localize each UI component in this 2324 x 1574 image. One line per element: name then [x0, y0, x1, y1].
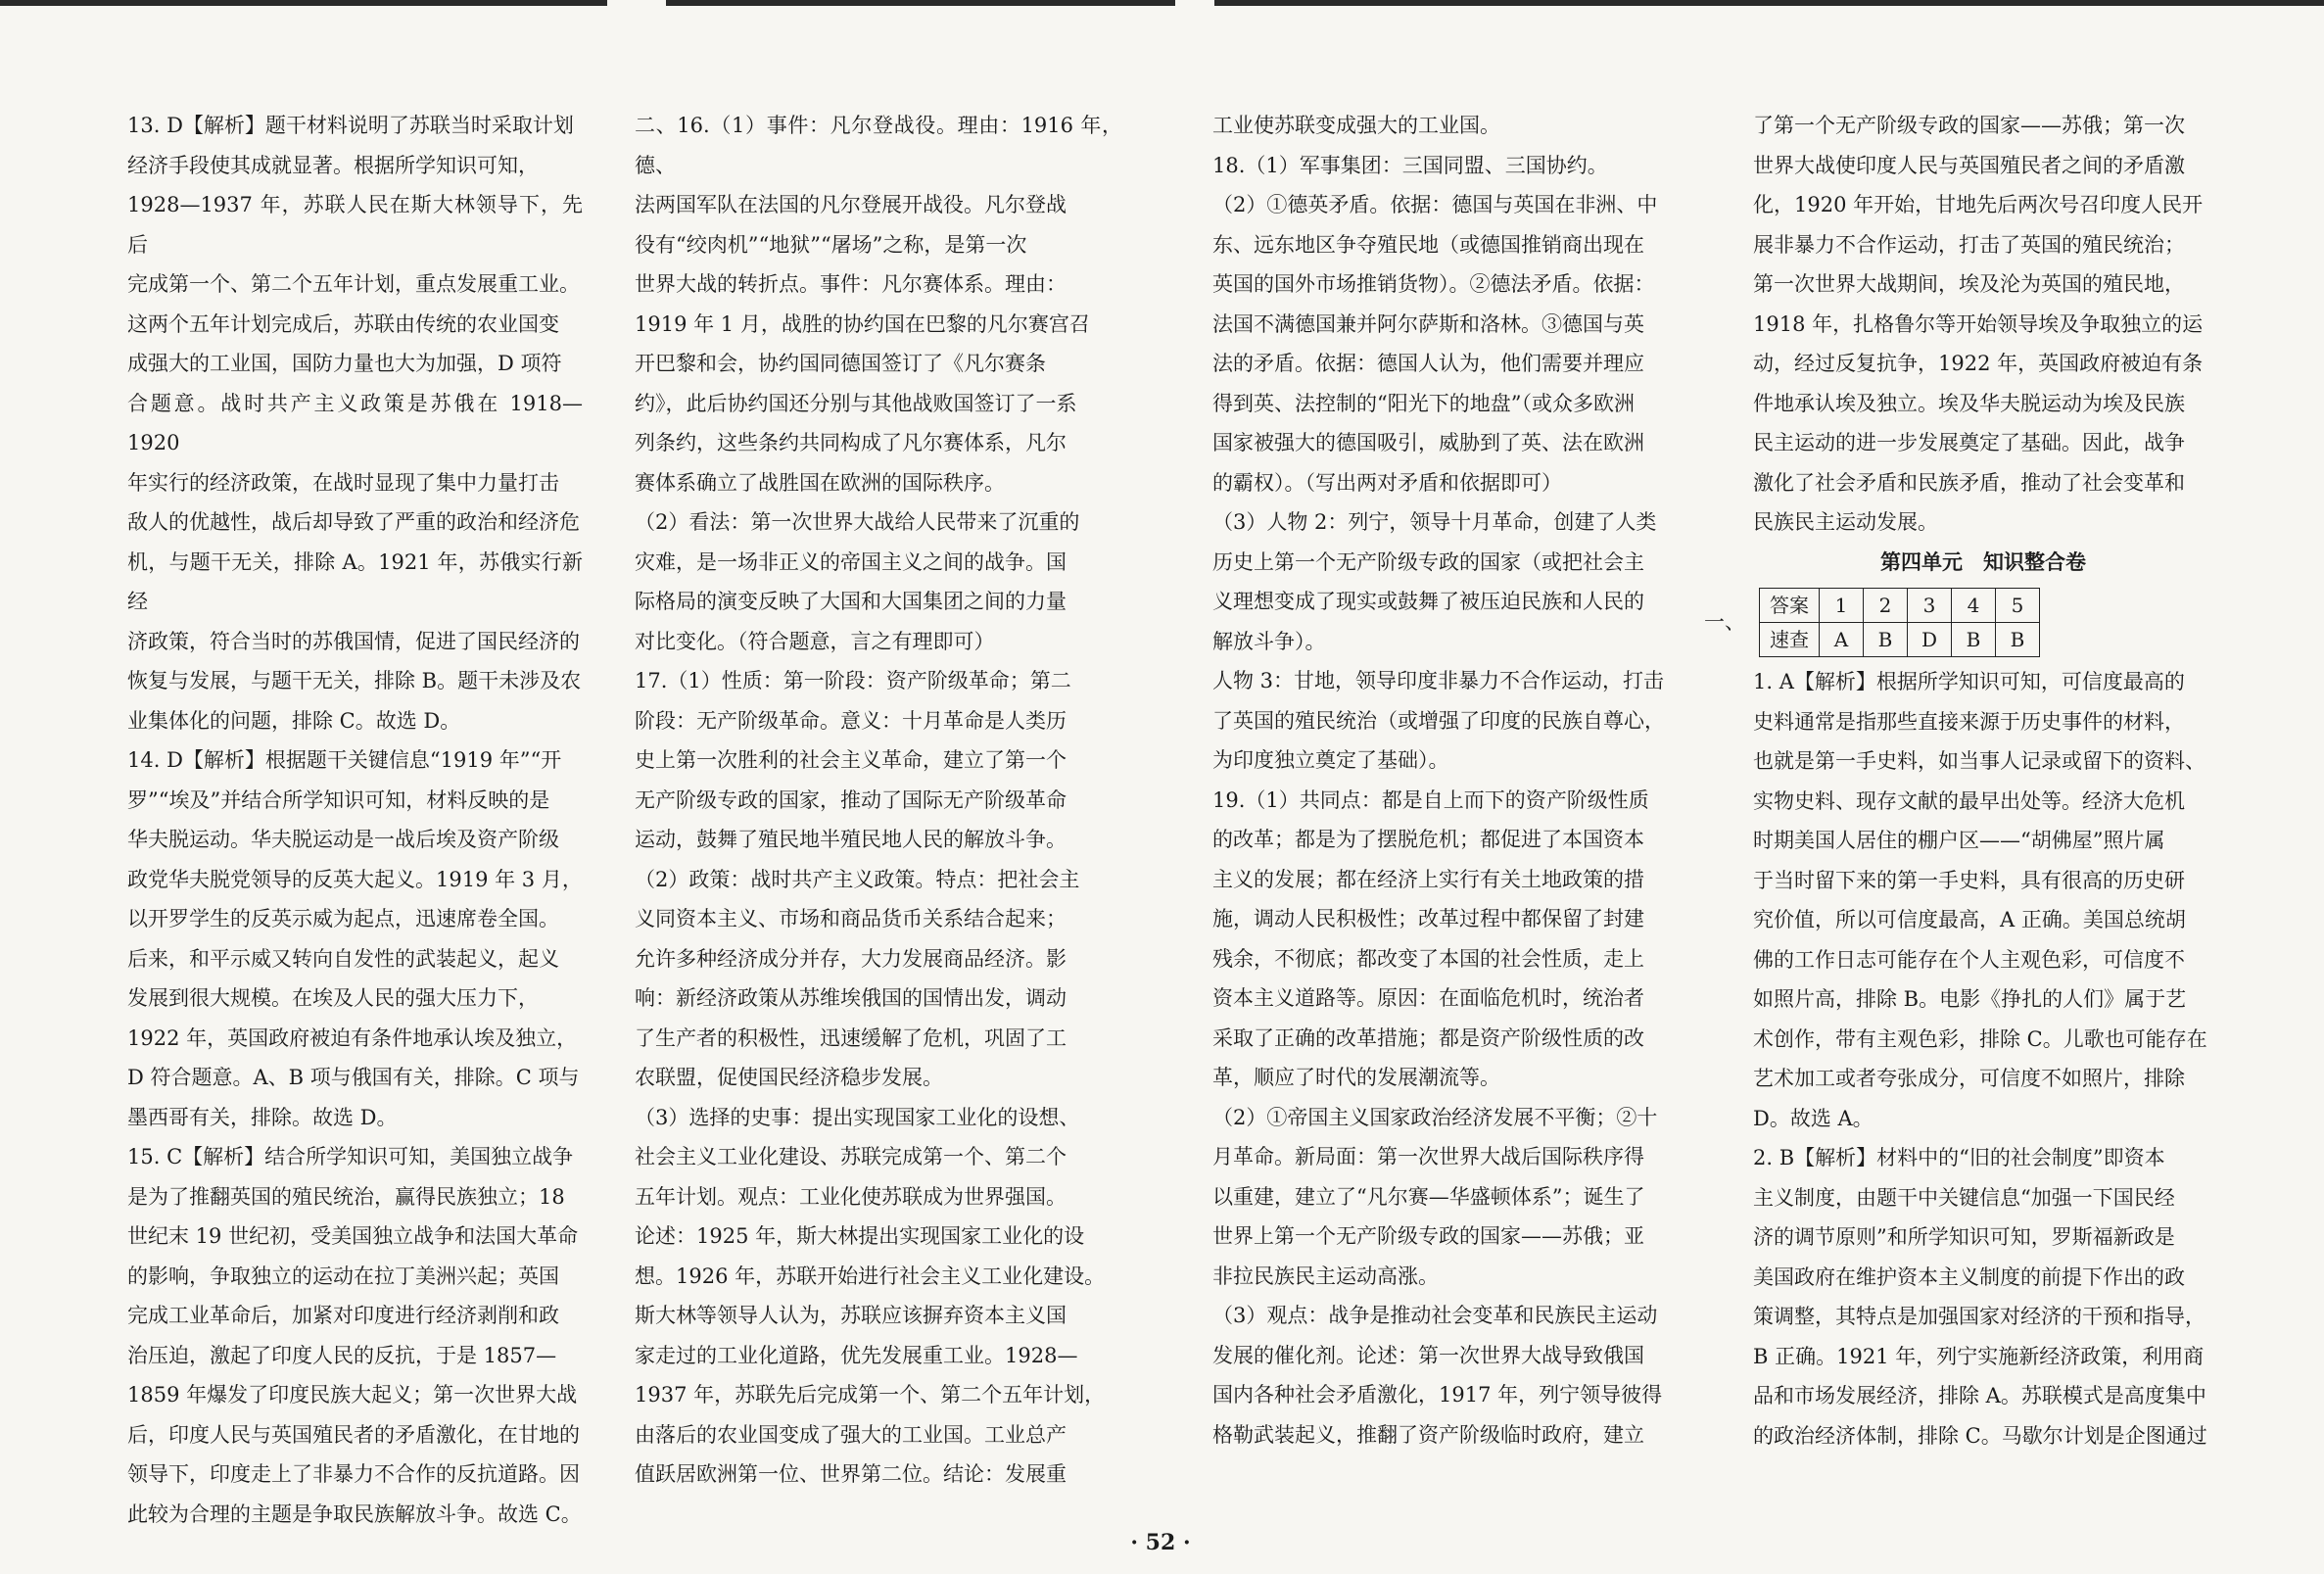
text-line: 政党华夫脱党领导的反英大起义。1919 年 3 月，: [127, 867, 583, 891]
text-line: 赛体系确立了战胜国在欧洲的国际秩序。: [635, 470, 1005, 495]
text-line: 时期美国人居住的棚户区——“胡佛屋”照片属: [1753, 829, 2165, 852]
text-line: （2）①帝国主义国家政治经济发展不平衡；②十: [1212, 1105, 1658, 1129]
text-line: 1918 年，扎格鲁尔等开始领导埃及争取独立的运: [1753, 311, 2204, 336]
text-line: 世纪末 19 世纪初，受美国独立战争和法国大革命: [127, 1224, 579, 1248]
text-line: 经济手段使其成就显著。根据所学知识可知，: [127, 153, 539, 177]
quick-check-label: 速查: [1760, 622, 1820, 656]
text-line: 历史上第一个无产阶级专政的国家（或把社会主: [1212, 549, 1644, 574]
text-line: 民族民主运动发展。: [1753, 510, 1938, 534]
text-line: 国内各种社会矛盾激化，1917 年，列宁领导彼得: [1212, 1383, 1663, 1407]
text-line: 济政策，符合当时的苏俄国情，促进了国民经济的: [127, 629, 580, 653]
text-line: 主义的发展；都在经济上实行有关土地政策的措: [1212, 867, 1644, 891]
text-line: 恢复与发展，与题干无关，排除 B。题干未涉及农: [127, 669, 582, 692]
text-line: （3）选择的史事：提出实现国家工业化的设想、: [635, 1105, 1080, 1129]
text-line: 2. B【解析】材料中的“旧的社会制度”即资本: [1753, 1146, 2165, 1169]
text-line: 法两国军队在法国的凡尔登展开战役。凡尔登战: [635, 193, 1067, 216]
text-line: 国家被强大的德国吸引，威胁到了英、法在欧洲: [1212, 431, 1644, 454]
text-line: 业集体化的问题，排除 C。故选 D。: [127, 708, 461, 733]
text-line: （2）①德英矛盾。依据：德国与英国在非洲、中: [1212, 193, 1658, 216]
text-line: 英国的国外市场推销货物）。②德法矛盾。依据：: [1212, 272, 1655, 296]
text-line: 这两个五年计划完成后，苏联由传统的农业国变: [127, 311, 559, 336]
text-line: 对比变化。（符合题意，言之有理即可）: [635, 629, 995, 653]
text-line: 后，印度人民与英国殖民者的矛盾激化，在甘地的: [127, 1422, 580, 1447]
text-line: 法的矛盾。依据：德国人认为，他们需要并理应: [1212, 352, 1644, 375]
column-1: [127, 106, 583, 1526]
text-line: 了英国的殖民统治（或增强了印度的民族自尊心，: [1212, 708, 1665, 733]
text-line: 18.（1）军事集团：三国同盟、三国协约。: [1212, 153, 1608, 177]
text-line: 二、16.（1）事件：凡尔登战役。理由：1916 年，德、: [635, 114, 1122, 177]
text-line: 月革命。新局面：第一次世界大战后国际秩序得: [1212, 1145, 1644, 1169]
text-line: 展非暴力不合作运动，打击了英国的殖民统治；: [1753, 232, 2185, 257]
text-line: 格勒武装起义，推翻了资产阶级临时政府，建立: [1212, 1422, 1644, 1447]
text-line: 的霸权）。（写出两对矛盾和依据即可）: [1212, 470, 1562, 495]
text-line: 第一次世界大战期间，埃及沦为英国的殖民地，: [1753, 272, 2185, 296]
text-line: 后来，和平示威又转向自发性的武装起义，起义: [127, 946, 559, 971]
text-line: 采取了正确的改革措施；都是资产阶级性质的改: [1212, 1025, 1644, 1050]
answer-cell: D: [1908, 622, 1952, 656]
text-line: （3）人物 2：列宁，领导十月革命，创建了人类: [1212, 510, 1657, 534]
section-number: 一、: [1704, 609, 1745, 634]
text-line: 的改革；都是为了摆脱危机；都促进了本国资本: [1212, 828, 1644, 851]
text-line: 残余，不彻底；都改变了本国的社会性质，走上: [1212, 946, 1644, 971]
text-line: 世界大战的转折点。事件：凡尔赛体系。理由：: [635, 272, 1067, 296]
text-line: 以重建，建立了“凡尔赛—华盛顿体系”；诞生了: [1212, 1184, 1645, 1209]
text-line: （2）政策：战时共产主义政策。特点：把社会主: [635, 867, 1080, 891]
text-line: 治压迫，激起了印度人民的反抗，于是 1857—: [127, 1343, 557, 1367]
text-line: 美国政府在维护资本主义制度的前提下作出的政: [1753, 1264, 2185, 1289]
text-line: D 符合题意。A、B 项与俄国有关，排除。C 项与: [127, 1066, 580, 1089]
text-line: 非拉民族民主运动高涨。: [1212, 1264, 1439, 1288]
text-line: 艺术加工或者夸张成分，可信度不如照片，排除: [1753, 1067, 2185, 1090]
text-line: 五年计划。观点：工业化使苏联成为世界强国。: [635, 1184, 1067, 1209]
text-line: 1. A【解析】根据所学知识可知，可信度最高的: [1753, 670, 2185, 693]
text-line: 1922 年，英国政府被迫有条件地承认埃及独立，: [127, 1025, 578, 1050]
text-line: 墨西哥有关，排除。故选 D。: [127, 1105, 398, 1129]
text-line: 发展的催化剂。论述：第一次世界大战导致俄国: [1212, 1343, 1644, 1367]
text-line: 策调整，其特点是加强国家对经济的干预和指导，: [1753, 1305, 2205, 1328]
text-line: B 正确。1921 年，列宁实施新经济政策，利用商: [1753, 1344, 2205, 1368]
text-line: 合题意。战时共产主义政策是苏俄在 1918—1920: [127, 391, 583, 454]
text-line: 的影响，争取独立的运动在拉丁美洲兴起；英国: [127, 1264, 559, 1288]
text-line: 完成第一个、第二个五年计划，重点发展重工业。: [127, 272, 580, 296]
text-line: 役有“绞肉机”“地狱”“屠场”之称，是第一次: [635, 232, 1027, 257]
text-line: （3）观点：战争是推动社会变革和民族民主运动: [1212, 1304, 1658, 1327]
text-line: 术创作，带有主观色彩，排除 C。儿歌也可能存在: [1753, 1026, 2207, 1051]
text-line: 品和市场发展经济，排除 A。苏联模式是高度集中: [1753, 1384, 2206, 1407]
question-number: 1: [1820, 588, 1864, 622]
question-number: 2: [1864, 588, 1908, 622]
text-line: 1928—1937 年，苏联人民在斯大林领导下，先后: [127, 193, 583, 257]
text-line: 华夫脱运动。华夫脱运动是一战后埃及资产阶级: [127, 828, 559, 851]
text-line: 际格局的演变反映了大国和大国集团之间的力量: [635, 590, 1067, 613]
text-line: 世界上第一个无产阶级专政的国家——苏俄；亚: [1212, 1224, 1644, 1248]
page-number: · 52 ·: [1130, 1530, 1191, 1555]
text-line: 东、远东地区争夺殖民地（或德国推销商出现在: [1212, 232, 1644, 257]
text-line: 想。1926 年，苏联开始进行社会主义工业化建设。: [635, 1264, 1106, 1288]
text-line: 人物 3：甘地，领导印度非暴力不合作运动，打击: [1212, 669, 1665, 692]
text-line: 1919 年 1 月，战胜的协约国在巴黎的凡尔赛宫召: [635, 311, 1090, 336]
text-line: 列条约，这些条约共同构成了凡尔赛体系，凡尔: [635, 431, 1067, 454]
text-line: 化，1920 年开始，甘地先后两次号召印度人民开: [1753, 193, 2204, 216]
text-line: 佛的工作日志可能存在个人主观色彩，可信度不: [1753, 947, 2185, 972]
text-line: 年实行的经济政策，在战时显现了集中力量打击: [127, 470, 559, 495]
text-line: 世界大战使印度人民与英国殖民者之间的矛盾激: [1753, 153, 2185, 177]
text-line: 实物史料、现存文献的最早出处等。经济大危机: [1753, 788, 2185, 813]
text-line: 成强大的工业国，国防力量也大为加强，D 项符: [127, 352, 562, 375]
text-line: 激化了社会矛盾和民族矛盾，推动了社会变革和: [1753, 470, 2185, 495]
text-line: D。故选 A。: [1753, 1106, 1873, 1130]
answer-cell: A: [1820, 622, 1864, 656]
text-line: 响：新经济政策从苏维埃俄国的国情出发，调动: [635, 986, 1067, 1010]
text-line: 由落后的农业国变成了强大的工业国。工业总产: [635, 1422, 1067, 1447]
text-line: 于当时留下来的第一手史料，具有很高的历史研: [1753, 868, 2185, 892]
text-line: 14. D【解析】根据题干关键信息“1919 年”“开: [127, 748, 562, 772]
text-line: 约》，此后协约国还分别与其他战败国签订了一系: [635, 391, 1077, 415]
text-line: 是为了推翻英国的殖民统治，赢得民族独立；18: [127, 1184, 565, 1209]
text-line: 义理想变成了现实或鼓舞了被压迫民族和人民的: [1212, 590, 1644, 613]
text-line: 如照片高，排除 B。电影《挣扎的人们》属于艺: [1753, 987, 2187, 1011]
text-line: 民主运动的进一步发展奠定了基础。因此，战争: [1753, 431, 2185, 454]
question-number: 5: [1996, 588, 2040, 622]
text-line: 17.（1）性质：第一阶段：资产阶级革命；第二: [635, 669, 1071, 692]
text-line: 机，与题干无关，排除 A。1921 年，苏俄实行新经: [127, 549, 583, 613]
text-line: 完成工业革命后，加紧对印度进行经济剥削和政: [127, 1304, 559, 1327]
text-line: 动，经过反复抗争，1922 年，英国政府被迫有条: [1753, 352, 2204, 375]
text-line: 济的调节原则”和所学知识可知，罗斯福新政是: [1753, 1225, 2175, 1249]
text-line: 为印度独立奠定了基础）。: [1212, 748, 1449, 772]
text-line: 15. C【解析】结合所学知识可知，美国独立战争: [127, 1145, 574, 1169]
text-line: 社会主义工业化建设、苏联完成第一个、第二个: [635, 1145, 1067, 1169]
text-line: 论述：1925 年，斯大林提出实现国家工业化的设: [635, 1224, 1085, 1248]
answer-cell: B: [1952, 622, 1996, 656]
answer-row: [1704, 582, 2213, 662]
text-line: （2）看法：第一次世界大战给人民带来了沉重的: [635, 510, 1080, 534]
column-2: [635, 106, 1122, 1506]
text-line: 家走过的工业化道路，优先发展重工业。1928—: [635, 1343, 1078, 1367]
text-line: 1937 年，苏联先后完成第一个、第二个五年计划，: [635, 1383, 1106, 1407]
text-line: 灾难，是一场非正义的帝国主义之间的战争。国: [635, 549, 1067, 574]
text-line: 农联盟，促使国民经济稳步发展。: [635, 1066, 943, 1089]
text-line: 解放斗争）。: [1212, 629, 1326, 653]
text-line: 开巴黎和会，协约国同德国签订了《凡尔赛条: [635, 352, 1046, 375]
question-number: 4: [1952, 588, 1996, 622]
answer-table-row-numbers: [1760, 588, 2040, 622]
text-line: 义同资本主义、市场和商品货币关系结合起来；: [635, 907, 1067, 930]
answer-label: 答案: [1760, 588, 1820, 622]
answer-table-row-answers: [1760, 622, 2040, 656]
text-line: 运动，鼓舞了殖民地半殖民地人民的解放斗争。: [635, 828, 1067, 851]
text-line: 发展到很大规模。在埃及人民的强大压力下，: [127, 986, 539, 1010]
text-line: 罗”“埃及”并结合所学知识可知，材料反映的是: [127, 787, 550, 812]
text-line: 究价值，所以可信度最高，A 正确。美国总统胡: [1753, 908, 2186, 931]
text-line: 领导下，印度走上了非暴力不合作的反抗道路。因: [127, 1462, 580, 1486]
text-line: 法国不满德国兼并阿尔萨斯和洛林。③德国与英: [1212, 311, 1644, 336]
text-line: 以开罗学生的反英示威为起点，迅速席卷全国。: [127, 907, 559, 930]
column-4: [1704, 106, 2213, 1506]
text-line: 1859 年爆发了印度民族大起义；第一次世界大战: [127, 1383, 578, 1407]
section-title: 第四单元 知识整合卷: [1880, 549, 2086, 574]
text-line: 资本主义道路等。原因：在面临危机时，统治者: [1212, 986, 1644, 1010]
text-line: 也就是第一手史料，如当事人记录或留下的资料、: [1753, 749, 2205, 773]
text-line: 的政治经济体制，排除 C。马歇尔计划是企图通过: [1753, 1423, 2207, 1448]
answer-table: [1759, 588, 2040, 657]
text-line: 敌人的优越性，战后却导致了严重的政治和经济危: [127, 510, 580, 534]
text-line: 工业使苏联变成强大的工业国。: [1212, 114, 1500, 137]
column-3: [1212, 106, 1673, 1506]
text-line: 革，顺应了时代的发展潮流等。: [1212, 1066, 1500, 1089]
text-line: 主义制度，由题干中关键信息“加强一下国民经: [1753, 1185, 2175, 1210]
text-line: 了第一个无产阶级专政的国家——苏俄；第一次: [1753, 114, 2185, 137]
column-4-bottom-text: [1753, 662, 2213, 1455]
text-line: 得到英、法控制的“阳光下的地盘”（或众多欧洲: [1212, 391, 1635, 415]
text-line: 此较为合理的主题是争取民族解放斗争。故选 C。: [127, 1502, 582, 1526]
question-number: 3: [1908, 588, 1952, 622]
text-line: 史料通常是指那些直接来源于历史事件的材料，: [1753, 709, 2185, 734]
text-line: 斯大林等领导人认为，苏联应该摒弃资本主义国: [635, 1304, 1067, 1327]
text-line: 件地承认埃及独立。埃及华夫脱运动为埃及民族: [1753, 391, 2185, 415]
text-line: 无产阶级专政的国家，推动了国际无产阶级革命: [635, 787, 1067, 812]
text-line: 施，调动人民积极性；改革过程中都保留了封建: [1212, 907, 1644, 930]
scan-edge-bar: [0, 0, 2324, 6]
text-line: 史上第一次胜利的社会主义革命，建立了第一个: [635, 748, 1067, 772]
text-line: 阶段：无产阶级革命。意义：十月革命是人类历: [635, 708, 1067, 733]
text-line: 13. D【解析】题干材料说明了苏联当时采取计划: [127, 114, 574, 137]
answer-cell: B: [1996, 622, 2040, 656]
answer-cell: B: [1864, 622, 1908, 656]
text-line: 允许多种经济成分并存，大力发展商品经济。影: [635, 946, 1067, 971]
column-4-top-text: [1753, 106, 2213, 543]
text-line: 值跃居欧洲第一位、世界第二位。结论：发展重: [635, 1462, 1067, 1486]
text-line: 19.（1）共同点：都是自上而下的资产阶级性质: [1212, 787, 1649, 812]
text-line: 了生产者的积极性，迅速缓解了危机，巩固了工: [635, 1025, 1067, 1050]
